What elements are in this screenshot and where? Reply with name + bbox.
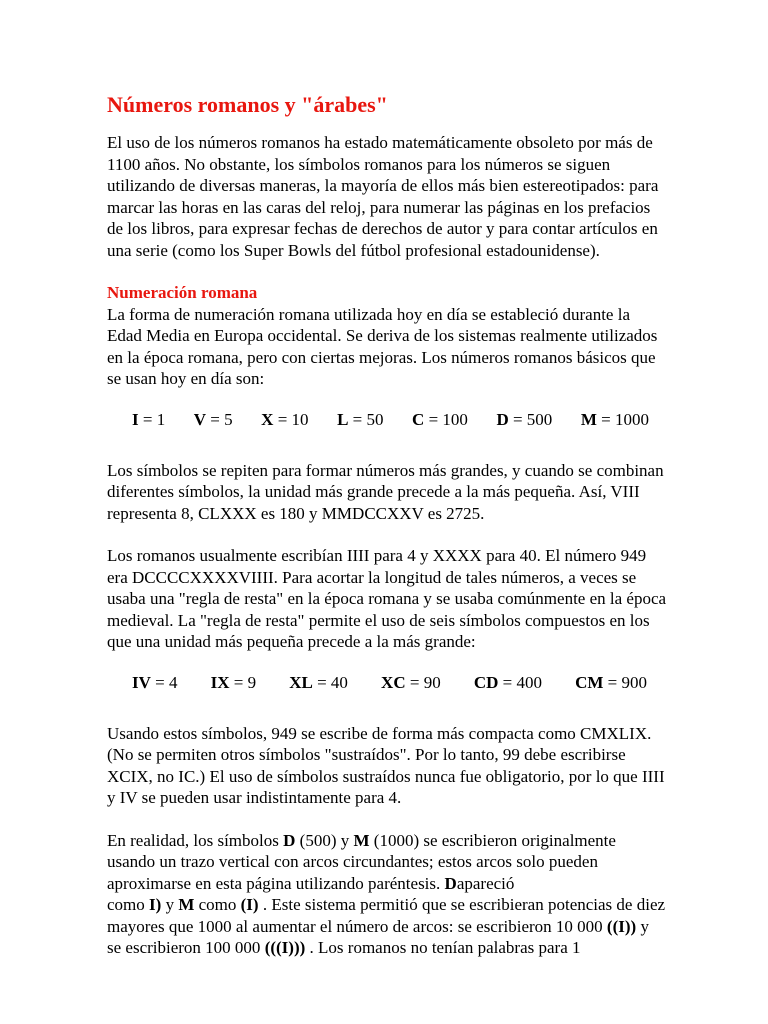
symbol-item: M = 1000 — [580, 409, 649, 429]
subtraction-paragraph: Los romanos usualmente escribían IIII para 4 y XXXX para 40. El número 949 era DCCCCXXXXVIIII. Para acortar la longitud de tales números, a veces se usaba una "regla de resta" en la época romana y se usaba comúnmente en la época medieval. La "regla de resta" permite el uso de seis símbolos compuestos en los que una unidad más pequeña precede a la más grande: — [107, 546, 667, 651]
symbol-item: X = 10 — [261, 409, 309, 429]
symbol-item: IV = 4 — [132, 672, 178, 692]
symbol-item: CD = 400 — [473, 672, 542, 692]
section-heading: Numeración romana — [107, 283, 258, 302]
symbol-item: XL = 40 — [289, 672, 348, 692]
compact-paragraph: Usando estos símbolos, 949 se escribe de forma más compacta como CMXLIX. (No se permiten otros símbolos "sustraídos". Por lo tanto, 99 debe escribirse XCIX, no IC.) El uso de símbolos sustraídos nunca fue obligatorio, por lo que IIII y IV se pueden usar indistintamente para 4. — [107, 723, 665, 807]
symbol-item: CM = 900 — [575, 672, 647, 692]
symbol-item: L = 50 — [337, 409, 384, 429]
final-paragraph: En realidad, los símbolos D (500) y M (1000) se escribieron originalmente usando un trazo vertical con arcos circundantes; estos arcos solo pueden aproximarse en esta página utilizando paréntesis. Dapareció como I) y M como (I) . Este sistema permitió que se escribieran potencias de diez mayores que 1000 al aumentar el número de arcos: se escribieron 10 000 ((I)) y se escribieron 100 000 (((I))) . Los romanos no tenían palabras para 1 — [107, 830, 666, 957]
symbol-item: I = 1 — [132, 409, 166, 429]
symbol-item: C = 100 — [412, 409, 468, 429]
compound-symbols-row — [107, 672, 667, 694]
repeat-paragraph: Los símbolos se repiten para formar números más grandes, y cuando se combinan diferentes símbolos, la unidad más grande precede a la más pequeña. Así, VIII representa 8, CLXXX es 180 y MMDCCXXV es 2725. — [107, 460, 664, 523]
symbol-item: XC = 90 — [381, 672, 441, 692]
document-page — [107, 92, 667, 959]
symbol-item: IX = 9 — [210, 672, 257, 692]
symbol-item: D = 500 — [496, 409, 553, 429]
page-title: Números romanos y "árabes" — [107, 92, 388, 117]
roman-numeration-section — [107, 282, 667, 390]
symbol-item: V = 5 — [193, 409, 233, 429]
intro-paragraph: El uso de los números romanos ha estado matemáticamente obsoleto por más de 1100 años. No obstante, los símbolos romanos para los números se siguen utilizando de diversas maneras, la mayoría de ellos más bien estereotipados: para marcar las horas en las caras del reloj, para numerar las páginas en los prefacios de los libros, para expresar fechas de derechos de autor y para contar artículos en una serie (como los Super Bowls del fútbol profesional estadounidense). — [107, 133, 659, 260]
section-paragraph: La forma de numeración romana utilizada hoy en día se estableció durante la Edad Media en Europa occidental. Se deriva de los sistemas realmente utilizados en la época romana, pero con ciertas mejoras. Los números romanos básicos que se usan hoy en día son: — [107, 304, 658, 388]
basic-symbols-row — [107, 409, 667, 431]
